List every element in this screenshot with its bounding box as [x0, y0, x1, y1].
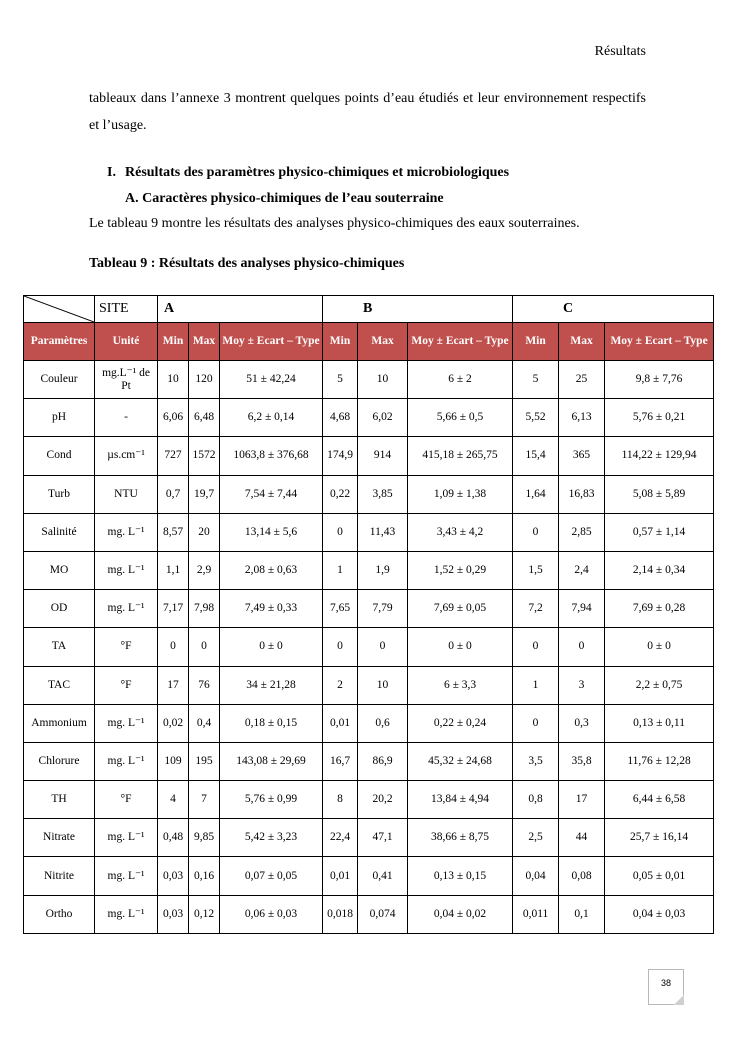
value-cell: 0,13 ± 0,11: [605, 704, 714, 742]
unit-cell: °F: [95, 666, 158, 704]
value-cell: 47,1: [358, 819, 408, 857]
table-row: [24, 666, 714, 704]
parameter-cell: Couleur: [24, 361, 95, 399]
value-cell: 1: [513, 666, 559, 704]
value-cell: 0,22: [323, 475, 358, 513]
value-cell: 0: [513, 513, 559, 551]
value-cell: 6,06: [158, 399, 189, 437]
parameter-cell: TH: [24, 781, 95, 819]
table-row: [24, 513, 714, 551]
value-cell: 6,13: [559, 399, 605, 437]
value-cell: 7,69 ± 0,05: [408, 590, 513, 628]
site-label: SITE: [95, 296, 158, 323]
value-cell: 16,83: [559, 475, 605, 513]
value-cell: 0: [358, 628, 408, 666]
col-header: Moy ± Ecart – Type: [220, 323, 323, 361]
parameter-cell: Cond: [24, 437, 95, 475]
unit-cell: NTU: [95, 475, 158, 513]
unit-cell: mg. L⁻¹: [95, 742, 158, 780]
subsection-heading: A. Caractères physico-chimiques de l’eau souterraine: [125, 191, 444, 206]
value-cell: 16,7: [323, 742, 358, 780]
value-cell: 2: [323, 666, 358, 704]
value-cell: 7,17: [158, 590, 189, 628]
value-cell: 0 ± 0: [220, 628, 323, 666]
col-header: Max: [189, 323, 220, 361]
value-cell: 6,44 ± 6,58: [605, 781, 714, 819]
value-cell: 38,66 ± 8,75: [408, 819, 513, 857]
unit-cell: mg. L⁻¹: [95, 590, 158, 628]
page-fold-corner: [674, 995, 684, 1005]
value-cell: 114,22 ± 129,94: [605, 437, 714, 475]
value-cell: 44: [559, 819, 605, 857]
site-c-label: C: [513, 296, 714, 323]
value-cell: 0 ± 0: [408, 628, 513, 666]
value-cell: 0,04 ± 0,03: [605, 895, 714, 933]
parameter-cell: Salinité: [24, 513, 95, 551]
table-row: [24, 361, 714, 399]
value-cell: 0,48: [158, 819, 189, 857]
intro-sentence: Le tableau 9 montre les résultats des analyses physico-chimiques des eaux souterraines.: [89, 216, 580, 231]
value-cell: 0,06 ± 0,03: [220, 895, 323, 933]
value-cell: 727: [158, 437, 189, 475]
table-row: [24, 781, 714, 819]
value-cell: 7,69 ± 0,28: [605, 590, 714, 628]
value-cell: 17: [559, 781, 605, 819]
col-header: Moy ± Ecart – Type: [408, 323, 513, 361]
value-cell: 13,14 ± 5,6: [220, 513, 323, 551]
value-cell: 5,66 ± 0,5: [408, 399, 513, 437]
col-header: Max: [559, 323, 605, 361]
value-cell: 7,94: [559, 590, 605, 628]
table-row: [24, 475, 714, 513]
value-cell: 7,49 ± 0,33: [220, 590, 323, 628]
unit-cell: mg.L⁻¹ de Pt: [95, 361, 158, 399]
table-row: [24, 857, 714, 895]
value-cell: 0: [158, 628, 189, 666]
parameter-cell: Nitrate: [24, 819, 95, 857]
value-cell: 0,05 ± 0,01: [605, 857, 714, 895]
value-cell: 1,9: [358, 551, 408, 589]
value-cell: 0,04 ± 0,02: [408, 895, 513, 933]
value-cell: 0 ± 0: [605, 628, 714, 666]
value-cell: 5,42 ± 3,23: [220, 819, 323, 857]
value-cell: 0,13 ± 0,15: [408, 857, 513, 895]
value-cell: 10: [158, 361, 189, 399]
value-cell: 2,85: [559, 513, 605, 551]
value-cell: 3: [559, 666, 605, 704]
value-cell: 3,5: [513, 742, 559, 780]
value-cell: 0,011: [513, 895, 559, 933]
column-header-row: [24, 323, 714, 361]
col-header: Paramètres: [24, 323, 95, 361]
value-cell: 5: [513, 361, 559, 399]
value-cell: 0,01: [323, 857, 358, 895]
unit-cell: mg. L⁻¹: [95, 513, 158, 551]
value-cell: 5: [323, 361, 358, 399]
table-caption: Tableau 9 : Résultats des analyses physico-chimiques: [89, 256, 405, 271]
value-cell: 0: [323, 628, 358, 666]
value-cell: 2,14 ± 0,34: [605, 551, 714, 589]
value-cell: 5,52: [513, 399, 559, 437]
value-cell: 7,54 ± 7,44: [220, 475, 323, 513]
value-cell: 25,7 ± 16,14: [605, 819, 714, 857]
table-row: [24, 819, 714, 857]
value-cell: 7,2: [513, 590, 559, 628]
value-cell: 8: [323, 781, 358, 819]
value-cell: 0,01: [323, 704, 358, 742]
parameter-cell: TAC: [24, 666, 95, 704]
value-cell: 6,2 ± 0,14: [220, 399, 323, 437]
parameter-cell: pH: [24, 399, 95, 437]
value-cell: 5,76 ± 0,99: [220, 781, 323, 819]
value-cell: 2,5: [513, 819, 559, 857]
value-cell: 13,84 ± 4,94: [408, 781, 513, 819]
col-header: Moy ± Ecart – Type: [605, 323, 714, 361]
unit-cell: °F: [95, 781, 158, 819]
unit-cell: -: [95, 399, 158, 437]
value-cell: 0,41: [358, 857, 408, 895]
value-cell: 19,7: [189, 475, 220, 513]
value-cell: 0,074: [358, 895, 408, 933]
value-cell: 2,08 ± 0,63: [220, 551, 323, 589]
value-cell: 1,64: [513, 475, 559, 513]
value-cell: 0,16: [189, 857, 220, 895]
value-cell: 1,5: [513, 551, 559, 589]
value-cell: 109: [158, 742, 189, 780]
unit-cell: °F: [95, 628, 158, 666]
table-row: [24, 437, 714, 475]
parameter-cell: Nitrite: [24, 857, 95, 895]
value-cell: 143,08 ± 29,69: [220, 742, 323, 780]
value-cell: 1,1: [158, 551, 189, 589]
diagonal-corner-cell: [24, 296, 95, 323]
section-title: Résultats des paramètres physico-chimiques et microbiologiques: [125, 165, 510, 180]
value-cell: 11,76 ± 12,28: [605, 742, 714, 780]
table-row: [24, 704, 714, 742]
value-cell: 1: [323, 551, 358, 589]
value-cell: 45,32 ± 24,68: [408, 742, 513, 780]
value-cell: 0: [559, 628, 605, 666]
value-cell: 1063,8 ± 376,68: [220, 437, 323, 475]
value-cell: 3,43 ± 4,2: [408, 513, 513, 551]
value-cell: 0,57 ± 1,14: [605, 513, 714, 551]
unit-cell: µs.cm⁻¹: [95, 437, 158, 475]
unit-cell: mg. L⁻¹: [95, 895, 158, 933]
value-cell: 6 ± 2: [408, 361, 513, 399]
value-cell: 20: [189, 513, 220, 551]
value-cell: 5,76 ± 0,21: [605, 399, 714, 437]
value-cell: 86,9: [358, 742, 408, 780]
col-header: Min: [158, 323, 189, 361]
value-cell: 914: [358, 437, 408, 475]
value-cell: 7,79: [358, 590, 408, 628]
value-cell: 1572: [189, 437, 220, 475]
value-cell: 0,6: [358, 704, 408, 742]
value-cell: 17: [158, 666, 189, 704]
value-cell: 0,07 ± 0,05: [220, 857, 323, 895]
value-cell: 35,8: [559, 742, 605, 780]
table-row: [24, 590, 714, 628]
parameter-cell: MO: [24, 551, 95, 589]
value-cell: 4: [158, 781, 189, 819]
value-cell: 0,03: [158, 895, 189, 933]
unit-cell: mg. L⁻¹: [95, 857, 158, 895]
value-cell: 9,85: [189, 819, 220, 857]
value-cell: 0: [513, 628, 559, 666]
unit-cell: mg. L⁻¹: [95, 551, 158, 589]
value-cell: 0: [513, 704, 559, 742]
parameter-cell: Ortho: [24, 895, 95, 933]
section-heading: [107, 165, 509, 181]
col-header: Min: [513, 323, 559, 361]
table-row: [24, 628, 714, 666]
paragraph-continuation: tableaux dans l’annexe 3 montrent quelques points d’eau étudiés et leur environnement respectifs et l’usage.: [89, 91, 646, 133]
value-cell: 0,22 ± 0,24: [408, 704, 513, 742]
value-cell: 76: [189, 666, 220, 704]
value-cell: 0,8: [513, 781, 559, 819]
value-cell: 2,2 ± 0,75: [605, 666, 714, 704]
value-cell: 6,02: [358, 399, 408, 437]
value-cell: 9,8 ± 7,76: [605, 361, 714, 399]
value-cell: 34 ± 21,28: [220, 666, 323, 704]
col-header: Min: [323, 323, 358, 361]
value-cell: 5,08 ± 5,89: [605, 475, 714, 513]
value-cell: 10: [358, 666, 408, 704]
parameter-cell: Turb: [24, 475, 95, 513]
value-cell: 6,48: [189, 399, 220, 437]
value-cell: 195: [189, 742, 220, 780]
value-cell: 7,65: [323, 590, 358, 628]
value-cell: 3,85: [358, 475, 408, 513]
value-cell: 11,43: [358, 513, 408, 551]
value-cell: 0,03: [158, 857, 189, 895]
value-cell: 51 ± 42,24: [220, 361, 323, 399]
value-cell: 1,52 ± 0,29: [408, 551, 513, 589]
table-row: [24, 742, 714, 780]
value-cell: 2,4: [559, 551, 605, 589]
value-cell: 0,3: [559, 704, 605, 742]
value-cell: 25: [559, 361, 605, 399]
value-cell: 22,4: [323, 819, 358, 857]
parameter-cell: Chlorure: [24, 742, 95, 780]
results-table: [23, 295, 714, 934]
parameter-cell: Ammonium: [24, 704, 95, 742]
site-a-label: A: [158, 296, 323, 323]
value-cell: 2,9: [189, 551, 220, 589]
site-header-row: [24, 296, 714, 323]
value-cell: 15,4: [513, 437, 559, 475]
table-row: [24, 895, 714, 933]
col-header: Unité: [95, 323, 158, 361]
unit-cell: mg. L⁻¹: [95, 704, 158, 742]
value-cell: 8,57: [158, 513, 189, 551]
value-cell: 7,98: [189, 590, 220, 628]
value-cell: 6 ± 3,3: [408, 666, 513, 704]
page-number: 38: [660, 978, 671, 988]
value-cell: 0,02: [158, 704, 189, 742]
parameter-cell: TA: [24, 628, 95, 666]
value-cell: 0,018: [323, 895, 358, 933]
value-cell: 0,7: [158, 475, 189, 513]
value-cell: 7: [189, 781, 220, 819]
value-cell: 0,1: [559, 895, 605, 933]
value-cell: 20,2: [358, 781, 408, 819]
value-cell: 0,12: [189, 895, 220, 933]
page-number-box: [648, 969, 684, 1005]
value-cell: 0: [189, 628, 220, 666]
value-cell: 0,4: [189, 704, 220, 742]
value-cell: 4,68: [323, 399, 358, 437]
value-cell: 120: [189, 361, 220, 399]
col-header: Max: [358, 323, 408, 361]
site-b-label: B: [323, 296, 513, 323]
value-cell: 0,04: [513, 857, 559, 895]
table-row: [24, 399, 714, 437]
value-cell: 415,18 ± 265,75: [408, 437, 513, 475]
table-body: [24, 361, 714, 934]
value-cell: 1,09 ± 1,38: [408, 475, 513, 513]
parameter-cell: OD: [24, 590, 95, 628]
value-cell: 10: [358, 361, 408, 399]
value-cell: 0,18 ± 0,15: [220, 704, 323, 742]
value-cell: 174,9: [323, 437, 358, 475]
running-header: Résultats: [594, 44, 646, 59]
table-row: [24, 551, 714, 589]
section-number: I.: [107, 165, 116, 180]
value-cell: 365: [559, 437, 605, 475]
unit-cell: mg. L⁻¹: [95, 819, 158, 857]
value-cell: 0: [323, 513, 358, 551]
value-cell: 0,08: [559, 857, 605, 895]
